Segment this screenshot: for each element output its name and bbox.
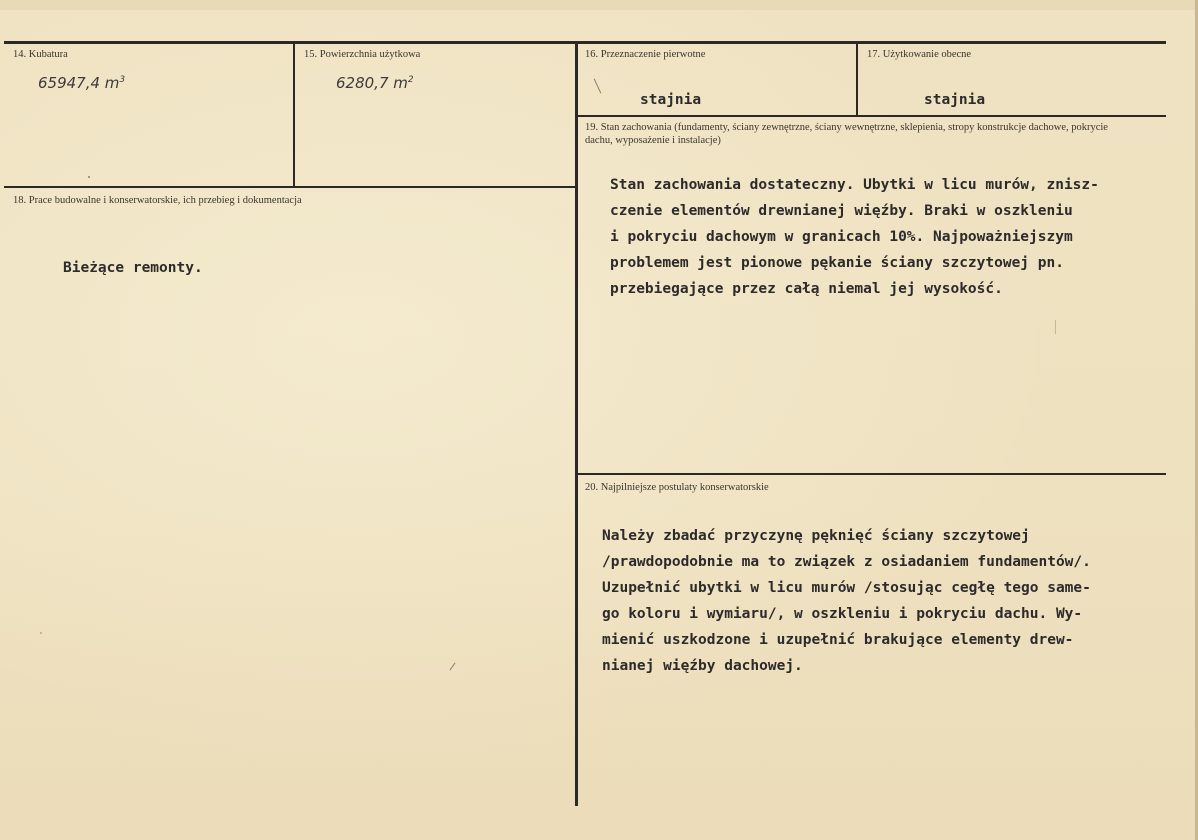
field-20-line: mienić uszkodzone i uzupełnić brakujące elementy drew- xyxy=(602,632,1074,648)
field-14-unit-superscript: 3 xyxy=(119,75,126,85)
field-18-label: 18. Prace budowalne i konserwatorskie, ich przebieg i dokumentacja xyxy=(13,195,302,206)
divider-14-15 xyxy=(293,44,295,186)
pencil-stroke-mark xyxy=(594,79,602,94)
field-20-line: Należy zbadać przyczynę pęknięć ściany szczytowej xyxy=(602,528,1030,544)
field-16-label: 16. Przeznaczenie pierwotne xyxy=(585,49,706,60)
field-15-unit-superscript: 2 xyxy=(407,75,414,85)
field-20-label: 20. Najpilniejsze postulaty konserwatorskie xyxy=(585,482,769,493)
paper-speck xyxy=(1055,320,1056,334)
field-17-value: stajnia xyxy=(924,92,986,108)
field-20-line: /prawdopodobnie ma to związek z osiadaniem fundamentów/. xyxy=(602,554,1091,570)
field-17-label: 17. Użytkowanie obecne xyxy=(867,49,972,60)
field-14-label: 14. Kubatura xyxy=(13,49,68,60)
field-16-value: stajnia xyxy=(640,92,702,108)
paper-speck xyxy=(450,663,456,671)
field-19-line: przebiegające przez całą niemal jej wysokość. xyxy=(610,281,1003,297)
top-border-line xyxy=(4,41,1166,44)
field-20-line: Uzupełnić ubytki w licu murów /stosując cegłę tego same- xyxy=(602,580,1091,596)
line-under-19 xyxy=(577,473,1166,475)
field-19-text xyxy=(610,172,1099,302)
divider-16-17 xyxy=(856,44,858,116)
card-top-strip xyxy=(0,0,1198,10)
field-19-line: problemem jest pionowe pękanie ściany szczytowej pn. xyxy=(610,255,1064,271)
field-14-value: 65947,4 $m^3$ xyxy=(38,74,126,92)
paper-speck xyxy=(88,176,90,178)
field-19-line: Stan zachowania dostateczny. Ubytki w licu murów, znisz- xyxy=(610,177,1099,193)
divider-left-right xyxy=(575,44,578,806)
line-under-14-15 xyxy=(4,186,576,188)
field-15-label: 15. Powierzchnia użytkowa xyxy=(304,49,421,60)
field-18-value: Bieżące remonty. xyxy=(63,260,203,276)
field-19-line: czenie elementów drewnianej więźby. Braki w oszkleniu xyxy=(610,203,1073,219)
line-under-16-17 xyxy=(577,115,1166,117)
field-20-line: go koloru i wymiaru/, w oszkleniu i pokryciu dachu. Wy- xyxy=(602,606,1083,622)
field-19-label: 19. Stan zachowania (fundamenty, ściany zewnętrzne, ściany wewnętrzne, sklepienia, stropy konstrukcje dachowe, pokrycie dachu, wyposażenie i instalacje) xyxy=(585,122,1108,146)
field-15-value: 6280,7 $m^2$ xyxy=(336,74,414,92)
field-20-line: nianej więźby dachowej. xyxy=(602,658,803,674)
field-20-text xyxy=(602,523,1091,679)
field-19-line: i pokryciu dachowym w granicach 10%. Najpoważniejszym xyxy=(610,229,1073,245)
paper-speck xyxy=(40,632,42,634)
